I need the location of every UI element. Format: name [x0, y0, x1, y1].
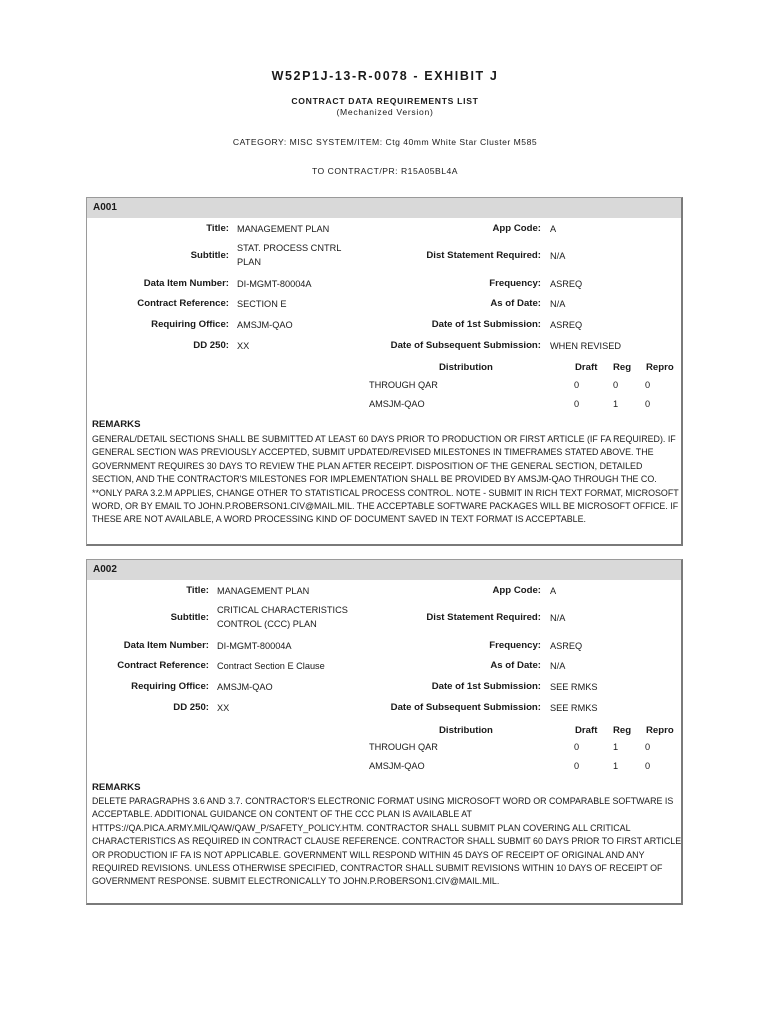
reg-header: Reg	[613, 362, 632, 373]
requiring-office-label: Requiring Office:	[151, 319, 229, 330]
dd250-value: XX	[217, 703, 230, 713]
app-code-value: A	[550, 224, 557, 234]
data-item-block-a002	[86, 559, 683, 905]
data-item-number-label: Data Item Number:	[143, 278, 229, 289]
list-title: CONTRACT DATA REQUIREMENTS LIST	[291, 96, 479, 106]
distribution-row-reg: 1	[613, 761, 619, 771]
app-code-label: App Code:	[492, 585, 541, 596]
repro-header: Repro	[646, 725, 674, 736]
item-id: A001	[87, 198, 681, 218]
dist-statement-value: N/A	[550, 613, 566, 623]
remarks-text: DELETE PARAGRAPHS 3.6 AND 3.7. CONTRACTOR'S ELECTRONIC FORMAT USING MICROSOFT WORD OR COMPARABLE SOFTWARE IS ACCEPTABLE. ADDITIONAL GUIDANCE ON CONTENT OF THE CCC PLAN IS AVAILABLE AT HTTPS://QA.PICA.ARMY.MIL/QAW/QAW_P/SAFETY_POLICY.HTM. CONTRACTOR SHALL SUBMIT PLAN COVERING ALL CRITICAL CHARACTERISTICS AS REQUIRED IN CONTRACT CLAUSE REFERENCE. CONTRACTOR SHALL SUBMIT 60 DAYS PRIOR TO FIRST ARTICLE OR PRODUCTION IF FA IS NOT APPLICABLE. GOVERNMENT WILL RESPOND WITHIN 45 DAYS OF RECEIPT OF ORIGINAL AND ANY REQUIRED REVISIONS. UNLESS OTHERWISE SPECIFIED, CONTRACTOR SHALL SUBMIT REVISIONS WITHIN 10 DAYS OF RECEIPT OF GOVERNMENT RESPONSE. SUBMIT ELECTRONICALLY TO JOHN.P.ROBERSON1.CIV@MAIL.MIL.	[92, 796, 682, 887]
subsequent-submission-label: Date of Subsequent Submission:	[390, 702, 541, 713]
title-label: Title:	[186, 585, 209, 596]
first-submission-value: ASREQ	[550, 320, 583, 330]
distribution-row-draft: 0	[574, 399, 580, 409]
data-item-block-a001	[86, 197, 683, 546]
draft-header: Draft	[575, 725, 598, 736]
distribution-row-draft: 0	[574, 761, 580, 771]
distribution-row-repro: 0	[645, 761, 651, 771]
contract-reference-value: SECTION E	[237, 299, 287, 309]
distribution-row-reg: 1	[613, 399, 619, 409]
first-submission-label: Date of 1st Submission:	[431, 319, 541, 330]
requiring-office-label: Requiring Office:	[131, 681, 209, 692]
app-code-value: A	[550, 586, 557, 596]
frequency-label: Frequency:	[489, 640, 541, 651]
requiring-office-value: AMSJM-QAO	[217, 682, 273, 692]
item-id: A002	[87, 560, 681, 580]
title-value: MANAGEMENT PLAN	[237, 224, 330, 234]
first-submission-label: Date of 1st Submission:	[431, 681, 541, 692]
frequency-value: ASREQ	[550, 641, 583, 651]
reg-header: Reg	[613, 725, 632, 736]
frequency-label: Frequency:	[489, 278, 541, 289]
contract-reference-label: Contract Reference:	[137, 298, 229, 309]
distribution-row-name: THROUGH QAR	[369, 380, 438, 390]
first-submission-value: SEE RMKS	[550, 682, 598, 692]
subtitle-value: CRITICAL CHARACTERISTICS CONTROL (CCC) PLAN	[217, 605, 348, 629]
title-label: Title:	[206, 223, 229, 234]
data-item-number-value: DI-MGMT-80004A	[217, 641, 292, 651]
distribution-row-repro: 0	[645, 380, 651, 390]
as-of-date-value: N/A	[550, 299, 566, 309]
list-subtitle: (Mechanized Version)	[336, 107, 434, 117]
contract-reference-label: Contract Reference:	[117, 660, 209, 671]
draft-header: Draft	[575, 362, 598, 373]
distribution-row-repro: 0	[645, 399, 651, 409]
distribution-row-repro: 0	[645, 742, 651, 752]
subtitle-value: STAT. PROCESS CNTRL PLAN	[237, 243, 341, 267]
distribution-row-name: THROUGH QAR	[369, 742, 438, 752]
dist-statement-label: Dist Statement Required:	[426, 612, 541, 623]
category-line: CATEGORY: MISC SYSTEM/ITEM: Ctg 40mm White Star Cluster M585	[232, 137, 538, 147]
distribution-row-reg: 1	[613, 742, 619, 752]
app-code-label: App Code:	[492, 223, 541, 234]
data-item-number-value: DI-MGMT-80004A	[237, 279, 312, 289]
data-item-number-label: Data Item Number:	[123, 640, 209, 651]
as-of-date-value: N/A	[550, 661, 566, 671]
subsequent-submission-label: Date of Subsequent Submission:	[390, 340, 541, 351]
as-of-date-label: As of Date:	[490, 298, 541, 309]
distribution-row-reg: 0	[613, 380, 619, 390]
distribution-row-name: AMSJM-QAO	[369, 399, 425, 409]
distribution-header: Distribution	[439, 362, 493, 373]
remarks-heading: REMARKS	[92, 419, 141, 430]
distribution-header: Distribution	[439, 725, 493, 736]
subtitle-label: Subtitle:	[190, 250, 229, 261]
repro-header: Repro	[646, 362, 674, 373]
dist-statement-label: Dist Statement Required:	[426, 250, 541, 261]
frequency-value: ASREQ	[550, 279, 583, 289]
subsequent-submission-value: SEE RMKS	[550, 703, 598, 713]
subtitle-label: Subtitle:	[170, 612, 209, 623]
requiring-office-value: AMSJM-QAO	[237, 320, 293, 330]
dd250-label: DD 250:	[173, 702, 209, 713]
dist-statement-value: N/A	[550, 251, 566, 261]
dd250-value: XX	[237, 341, 250, 351]
distribution-row-draft: 0	[574, 380, 580, 390]
as-of-date-label: As of Date:	[490, 660, 541, 671]
contract-reference-value: Contract Section E Clause	[217, 661, 325, 671]
remarks-text: GENERAL/DETAIL SECTIONS SHALL BE SUBMITTED AT LEAST 60 DAYS PRIOR TO PRODUCTION OR FIRST ARTICLE (IF FA REQUIRED). IF GENERAL SECTION WAS PREVIOUSLY ACCEPTED, SUBMIT UPDATED/REVISED MILESTONES IN TIMEFRAMES STATED ABOVE. THE GOVERNMENT REQUIRES 30 DAYS TO REVIEW THE PLAN AFTER RECEIPT. DISPOSITION OF THE GENERAL SECTION, DETAILED SECTION, AND THE CONTRACTOR'S MILESTONES FOR IMPLEMENTATION SHALL BE PROVIDED BY AMSJM-QAO THROUGH THE CO. **ONLY PARA 3.2.M APPLIES, CHANGE OTHER TO STATISTICAL PROCESS CONTROL. NOTE - SUBMIT IN RICH TEXT FORMAT, MICROSOFT WORD, OR BY EMAIL TO JOHN.P.ROBERSON1.CIV@MAIL.MIL. THE ACCEPTABLE SOFTWARE PACKAGES WILL BE MICROSOFT OFFICE. IF THESE ARE NOT AVAILABLE, A WORD PROCESSING KIND OF DOCUMENT SAVED IN TEXT FORMAT IS ACCEPTABLE.	[92, 434, 679, 525]
document-title: W52P1J-13-R-0078 - EXHIBIT J	[271, 69, 499, 83]
title-value: MANAGEMENT PLAN	[217, 586, 310, 596]
distribution-row-name: AMSJM-QAO	[369, 761, 425, 771]
subsequent-submission-value: WHEN REVISED	[550, 341, 621, 351]
remarks-heading: REMARKS	[92, 782, 141, 793]
to-contract-line: TO CONTRACT/PR: R15A05BL4A	[311, 166, 459, 176]
dd250-label: DD 250:	[193, 340, 229, 351]
distribution-row-draft: 0	[574, 742, 580, 752]
